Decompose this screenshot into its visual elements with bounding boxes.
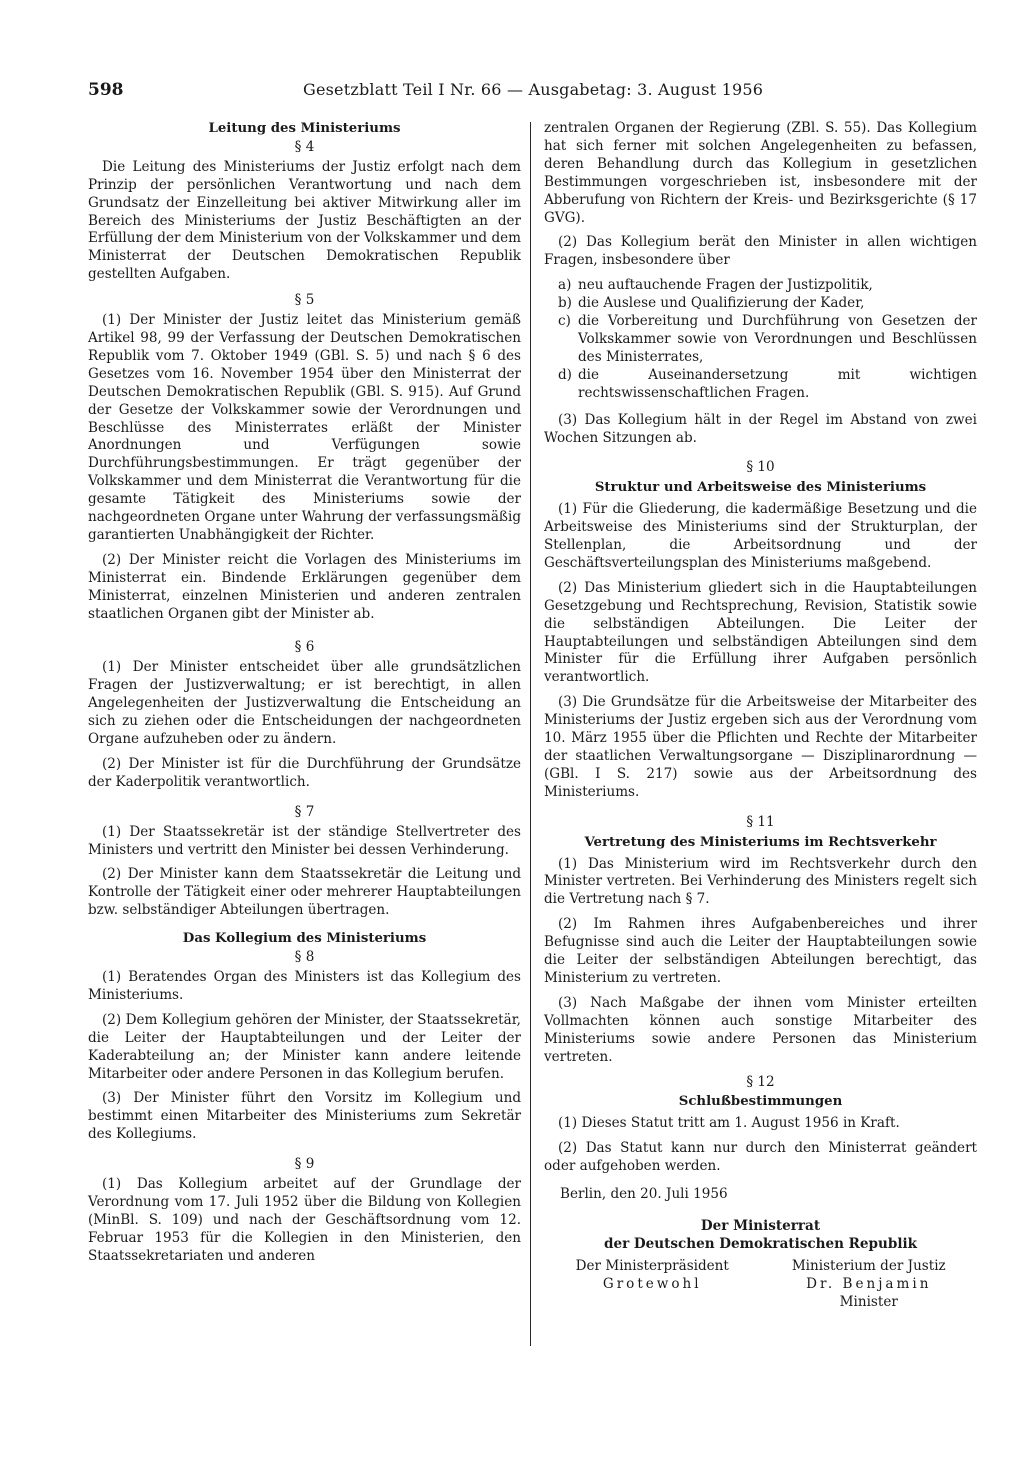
left-column xyxy=(88,120,521,1273)
council-title: Der Ministerrat xyxy=(700,1217,821,1234)
section-heading-vertretung: Vertretung des Ministeriums im Rechtsverkehr xyxy=(584,834,937,850)
right-column xyxy=(544,120,977,1311)
signature-block xyxy=(544,1258,977,1312)
paragraph-11-3: (3) Nach Maßgabe der ihnen vom Minister erteilten Vollmachten können auch sonstige Mitarbeiter des Ministeriums sowie andere Personen das Ministerium vertreten. xyxy=(544,994,977,1065)
paragraph-12-1: (1) Dieses Statut tritt am 1. August 1956 in Kraft. xyxy=(558,1115,900,1132)
column-rule xyxy=(530,122,531,1346)
paragraph-mark-10: § 10 xyxy=(746,459,775,476)
paragraph-4-text: Die Leitung des Ministeriums der Justiz erfolgt nach dem Prinzip der persönlichen Verantwortung und nach dem Grundsatz der Einzelleitung bei aktiver Mitwirkung aller im Bereich des Ministeriums der Justiz Beschäftigten an der Erfüllung der dem Ministerium von der Volkskammer und dem Ministerrat der Deutschen Demokratischen Republik gestellten Aufgaben. xyxy=(88,158,521,283)
list-item: a) neu auftauchende Fragen der Justizpolitik, xyxy=(558,277,873,294)
place-date: Berlin, den 20. Juli 1956 xyxy=(560,1186,728,1203)
list-item: c) die Vorbereitung und Durchführung von Gesetzen der Volkskammer sowie von Verordnungen und Beschlüssen des Ministerrates, xyxy=(558,313,977,365)
page-number: 598 xyxy=(88,80,124,100)
signatory-title: Ministerium der Justiz xyxy=(791,1257,946,1274)
paragraph-9-1-continued: zentralen Organen der Regierung (ZBl. S. 55). Das Kollegium hat sich ferner mit solchen Angelegenheiten zu befassen, deren Behandlung durch das Kollegium in gesetzlichen Bestimmungen vorgeschrieben ist, insbesondere mit der Abberufung von Richtern der Kreis- und Bezirksgerichte (§ 17 GVG). xyxy=(544,120,977,226)
paragraph-6-2: (2) Der Minister ist für die Durchführung der Grundsätze der Kaderpolitik verantwortlich. xyxy=(88,755,521,790)
paragraph-10-3: (3) Die Grundsätze für die Arbeitsweise der Mitarbeiter des Ministeriums der Justiz ergeben sich aus der Verordnung vom 10. März 1955 über die Pflichten und Rechte der Mitarbeiter der staatlichen Verwaltungsorgane — Disziplinarordnung — (GBl. I S. 217) sowie aus der Arbeitsordnung des Ministeriums. xyxy=(544,694,977,800)
paragraph-7-2: (2) Der Minister kann dem Staatssekretär die Leitung und Kontrolle der Tätigkeit einer oder mehrerer Hauptabteilungen bzw. selbständiger Abteilungen übertragen. xyxy=(88,866,521,919)
list-item: d) die Auseinandersetzung mit wichtigen rechtswissenschaftlichen Fragen. xyxy=(558,366,977,401)
section-heading-struktur: Struktur und Arbeitsweise des Ministeriums xyxy=(594,480,927,496)
paragraph-9-3: (3) Das Kollegium hält in der Regel im Abstand von zwei Wochen Sitzungen ab. xyxy=(544,411,977,446)
signature-left xyxy=(544,1258,761,1312)
paragraph-10-1: (1) Für die Gliederung, die kadermäßige Besetzung und die Arbeitsweise des Ministeriums sind der Strukturplan, der Stellenplan, die Arbeitsordnung und der Geschäftsverteilungsplan des Ministeriums maßgebend. xyxy=(544,501,977,571)
paragraph-mark-4: § 4 xyxy=(294,138,315,155)
paragraph-10-2: (2) Das Ministerium gliedert sich in die Hauptabteilungen Gesetzgebung und Rechtsprechung, Revision, Statistik sowie die selbständigen Abteilungen. Die Leiter der Hauptabteilungen und selbständigen Abteilungen sind dem Minister für die Erfüllung ihrer Aufgaben persönlich verantwortlich. xyxy=(544,579,977,686)
section-heading-leitung: Leitung des Ministeriums xyxy=(208,121,401,136)
paragraph-mark-9: § 9 xyxy=(294,1156,315,1173)
paragraph-12-2: (2) Das Statut kann nur durch den Ministerrat geändert oder aufgehoben werden. xyxy=(544,1140,977,1175)
signatory-role: Minister xyxy=(839,1293,898,1310)
paragraph-mark-6: § 6 xyxy=(294,639,315,656)
section-heading-kollegium: Das Kollegium des Ministeriums xyxy=(182,931,427,947)
paragraph-11-2: (2) Im Rahmen ihres Aufgabenbereiches und ihrer Befugnisse sind auch die Leiter der Hauptabteilungen sowie die Leiter der selbständigen Abteilungen berechtigt, das Ministerium zu vertreten. xyxy=(544,916,977,986)
kollegium-topics-list xyxy=(544,277,977,402)
list-item: b) die Auslese und Qualifizierung der Kader, xyxy=(558,295,865,312)
signature-right xyxy=(761,1258,978,1312)
paragraph-mark-5: § 5 xyxy=(294,292,315,309)
paragraph-mark-8: § 8 xyxy=(294,949,315,966)
paragraph-9-1: (1) Das Kollegium arbeitet auf der Grundlage der Verordnung vom 17. Juli 1952 über die Bildung von Kollegien (MinBl. S. 109) und nach der Geschäftsordnung vom 12. Februar 1953 für die Kollegien in den Ministerien, den Staatssekretariaten und anderen xyxy=(88,1176,521,1264)
paragraph-mark-7: § 7 xyxy=(294,803,315,820)
paragraph-8-1: (1) Beratendes Organ des Ministers ist das Kollegium des Ministeriums. xyxy=(88,968,521,1003)
paragraph-8-2: (2) Dem Kollegium gehören der Minister, der Staatssekretär, die Leiter der Hauptabteilungen und der Leiter der Kaderabteilung an; der Minister kann andere leitende Mitarbeiter oder andere Personen in das Kollegium berufen. xyxy=(88,1011,521,1082)
signatory-name: Dr. Benjamin xyxy=(806,1275,932,1292)
running-head: Gesetzblatt Teil I Nr. 66 — Ausgabetag: 3. August 1956 xyxy=(303,80,764,99)
paragraph-7-1: (1) Der Staatssekretär ist der ständige Stellvertreter des Ministers und vertritt den Minister bei dessen Verhinderung. xyxy=(88,823,521,858)
paragraph-8-3: (3) Der Minister führt den Vorsitz im Kollegium und bestimmt einen Mitarbeiter des Ministeriums zum Sekretär des Kollegiums. xyxy=(88,1090,521,1143)
council-subtitle: der Deutschen Demokratischen Republik xyxy=(603,1235,918,1252)
paragraph-5-2: (2) Der Minister reicht die Vorlagen des Ministeriums im Ministerrat ein. Bindende Erklärungen gegenüber dem Ministerrat, einzelnen Ministerien und anderen zentralen staatlichen Organen gibt der Minister ab. xyxy=(88,551,521,622)
paragraph-mark-11: § 11 xyxy=(746,813,775,830)
paragraph-5-1: (1) Der Minister der Justiz leitet das Ministerium gemäß Artikel 98, 99 der Verfassung der Deutschen Demokratischen Republik vom 7. Oktober 1949 (GBl. S. 5) und nach § 6 des Gesetzes vom 16. November 1954 über den Ministerrat der Deutschen Demokratischen Republik (GBl. S. 915). Auf Grund der Gesetze der Volkskammer sowie der Verordnungen und Beschlüsse des Ministerrates erläßt der Minister Anordnungen und Verfügungen sowie Durchführungsbestimmungen. Er trägt gegenüber der Volkskammer und dem Ministerrat die Verantwortung für die gesamte Tätigkeit des Ministeriums sowie der nachgeordneten Organe unter Wahrung der verfassungsmäßig garantierten Unabhängigkeit der Richter. xyxy=(88,312,521,543)
paragraph-9-2: (2) Das Kollegium berät den Minister in allen wichtigen Fragen, insbesondere über xyxy=(544,234,977,269)
paragraph-11-1: (1) Das Ministerium wird im Rechtsverkehr durch den Minister vertreten. Bei Verhinderung des Ministers regelt sich die Vertretung nach § 7. xyxy=(544,855,977,908)
paragraph-mark-12: § 12 xyxy=(746,1073,775,1090)
paragraph-6-1: (1) Der Minister entscheidet über alle grundsätzlichen Fragen der Justizverwaltung; er ist berechtigt, in allen Angelegenheiten der Justizverwaltung die Entscheidung an sich zu ziehen oder die Entscheidungen der nachgeordneten Organe aufzuheben oder zu ändern. xyxy=(88,659,521,747)
signatory-name: Grotewohl xyxy=(602,1275,702,1292)
signatory-title: Der Ministerpräsident xyxy=(575,1257,729,1274)
section-heading-schluss: Schlußbestimmungen xyxy=(678,1094,843,1110)
